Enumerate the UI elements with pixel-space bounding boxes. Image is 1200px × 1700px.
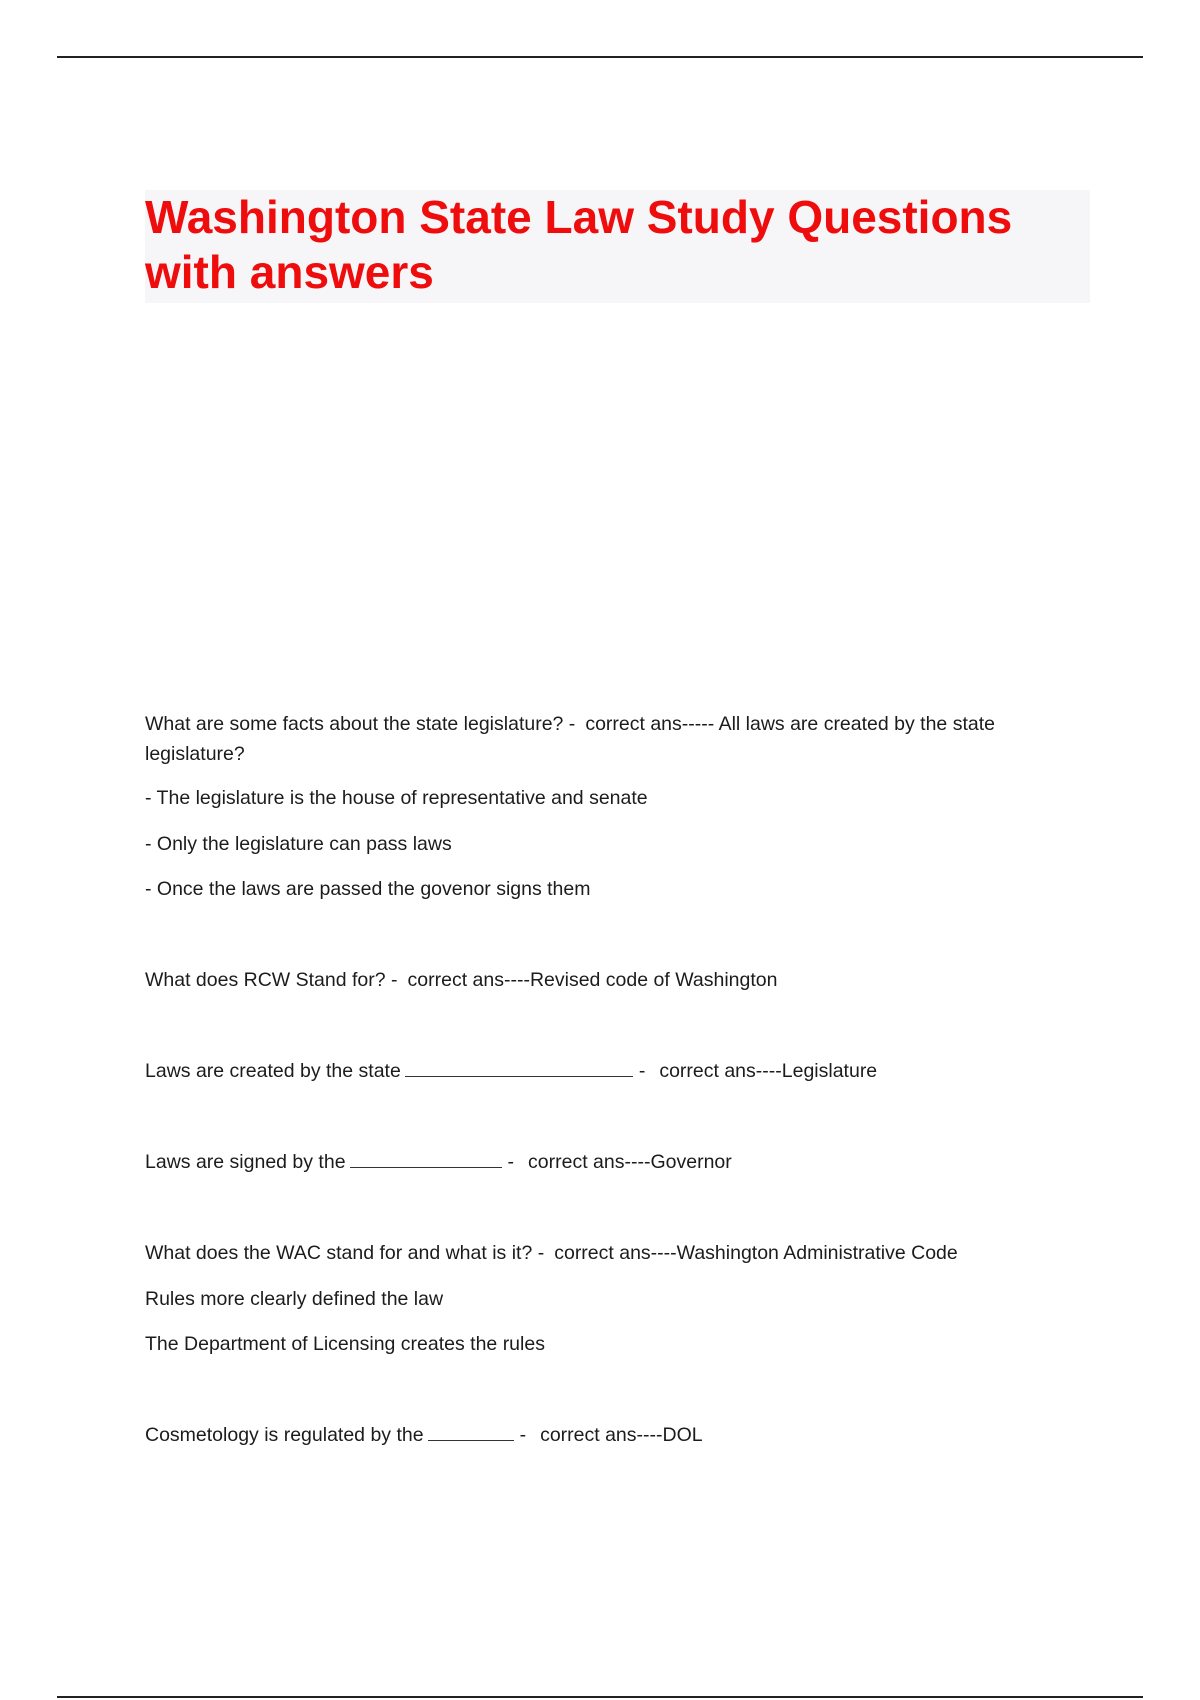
question-text: What does the WAC stand for and what is it? -: [145, 1242, 545, 1264]
answer-text: correct ans----DOL: [540, 1424, 703, 1446]
qa-item-rcw: [145, 965, 777, 995]
top-rule: [57, 56, 1143, 58]
qa-item-laws-created: [145, 1056, 877, 1086]
bottom-rule: [57, 1696, 1143, 1698]
question-text: Cosmetology is regulated by the: [145, 1424, 424, 1446]
question-text: Laws are created by the state: [145, 1060, 401, 1082]
answer-text: correct ans----- All laws are created by the state legislature?: [145, 713, 995, 765]
detail-line: - Only the legislature can pass laws: [145, 833, 452, 855]
fill-in-blank: [428, 1425, 514, 1441]
answer-text: correct ans----Washington Administrative Code: [554, 1242, 958, 1264]
detail-line: - The legislature is the house of representative and senate: [145, 787, 648, 809]
answer-text: correct ans----Legislature: [659, 1060, 878, 1082]
qa-item-wac: [145, 1238, 958, 1268]
fill-in-blank: [405, 1061, 633, 1077]
question-dash: -: [638, 1060, 646, 1082]
question-dash: -: [507, 1151, 515, 1173]
detail-line: - Once the laws are passed the govenor signs them: [145, 878, 591, 900]
qa-item-laws-signed: [145, 1147, 732, 1177]
detail-line: Rules more clearly defined the law: [145, 1288, 444, 1310]
qa-item-cosmetology: [145, 1420, 703, 1450]
question-dash: -: [519, 1424, 527, 1446]
detail-line: The Department of Licensing creates the rules: [145, 1333, 545, 1355]
document-title: Washington State Law Study Questions with answers: [145, 191, 1013, 298]
fill-in-blank: [350, 1152, 502, 1168]
answer-text: correct ans----Governor: [528, 1151, 732, 1173]
question-text: What are some facts about the state legislature? -: [145, 713, 576, 735]
question-text: What does RCW Stand for? -: [145, 969, 398, 991]
question-text: Laws are signed by the: [145, 1151, 346, 1173]
answer-text: correct ans----Revised code of Washington: [407, 969, 778, 991]
qa-item-legislature: [145, 709, 1055, 769]
